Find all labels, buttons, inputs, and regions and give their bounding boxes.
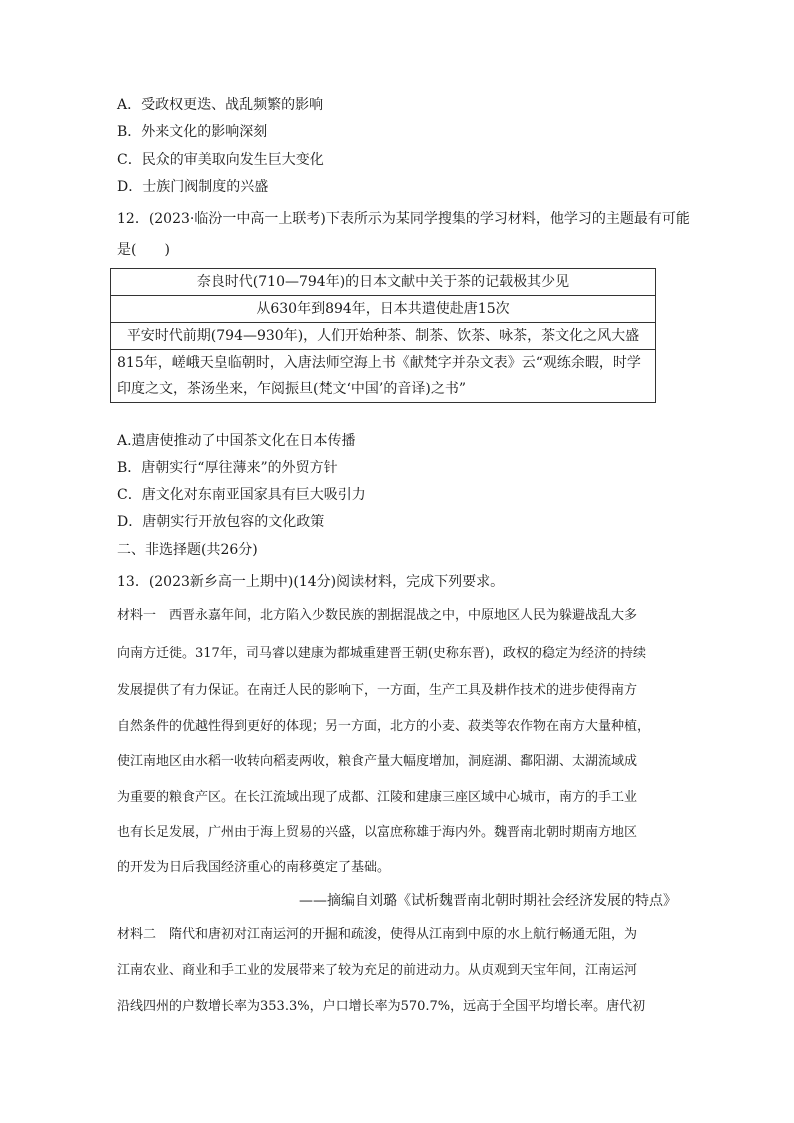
table-cell: 815年，嵯峨天皇临朝时，入唐法师空海上书《献梵字并杂文表》云“观练余暇，时学印度之文，茶汤坐来，乍阅振旦(梵文‘中国’的音译)之书” <box>111 350 656 403</box>
q12-option-a: A.遣唐使推动了中国茶文化在日本传播 <box>117 433 356 449</box>
q12-material-table <box>110 268 656 403</box>
material-line: 使江南地区由水稻一收转向稻麦两收，粮食产量大幅度增加，洞庭湖、鄱阳湖、太湖流域成 <box>117 754 638 769</box>
q13-stem: 13．(2023新乡高一上期中)(14分)阅读材料，完成下列要求。 <box>117 574 505 590</box>
q11-option-b: B．外来文化的影响深刻 <box>117 124 268 140</box>
q12-option-c: C．唐文化对东南亚国家具有巨大吸引力 <box>117 487 366 503</box>
table-row <box>111 269 656 296</box>
material-line: 材料一 西晋永嘉年间，北方陷入少数民族的割据混战之中，中原地区人民为躲避战乱大多 <box>117 608 638 623</box>
material-line: 向南方迁徙。317年，司马睿以建康为都城重建晋王朝(史称东晋)，政权的稳定为经济的持续 <box>117 646 646 661</box>
q11-option-c: C．民众的审美取向发生巨大变化 <box>117 152 324 168</box>
material-line: 材料二 隋代和唐初对江南运河的开掘和疏浚，使得从江南到中原的水上航行畅通无阻，为 <box>117 927 638 942</box>
q12-option-d: D．唐朝实行开放包容的文化政策 <box>117 514 325 530</box>
material-line: 发展提供了有力保证。在南迁人民的影响下，一方面，生产工具及耕作技术的进步使得南方 <box>117 683 638 698</box>
q11-option-d: D．士族门阀制度的兴盛 <box>117 179 269 195</box>
material-line: 自然条件的优越性得到更好的体现；另一方面，北方的小麦、菽类等农作物在南方大量种植， <box>117 719 651 734</box>
material-line: 也有长足发展，广州由于海上贸易的兴盛，以富庶称雄于海内外。魏晋南北朝时期南方地区 <box>117 825 638 840</box>
table-cell: 平安时代前期(794—930年)，人们开始种茶、制茶、饮茶、咏茶，茶文化之风大盛 <box>111 323 656 350</box>
material-line: 的开发为日后我国经济重心的南移奠定了基础。 <box>117 860 391 875</box>
table-cell: 奈良时代(710—794年)的日本文献中关于茶的记载极其少见 <box>111 269 656 296</box>
table-cell: 从630年到894年，日本共遣使赴唐15次 <box>111 296 656 323</box>
q12-option-b: B．唐朝实行“厚往薄来”的外贸方针 <box>117 460 338 476</box>
table-row <box>111 296 656 323</box>
material-line: 江南农业、商业和手工业的发展带来了较为充足的前进动力。从贞观到天宝年间，江南运河 <box>117 963 638 978</box>
material-line: 沿线四州的户数增长率为353.3%，户口增长率为570.7%，远高于全国平均增长率。唐代初 <box>117 999 646 1014</box>
table-row <box>111 350 656 403</box>
q11-option-a: A．受政权更迭、战乱频繁的影响 <box>117 97 324 113</box>
table-row <box>111 323 656 350</box>
material-one-source: ——摘编自刘璐《试析魏晋南北朝时期社会经济发展的特点》 <box>299 893 677 909</box>
section-title: 二、非选择题(共26分) <box>117 542 258 558</box>
q12-stem-line1: 12．(2023·临汾一中高一上联考)下表所示为某同学搜集的学习材料，他学习的主题最有可能 <box>117 211 690 227</box>
material-line: 为重要的粮食产区。在长江流域出现了成都、江陵和建康三座区域中心城市，南方的手工业 <box>117 790 638 805</box>
q12-stem-line2: 是( ) <box>117 242 170 258</box>
